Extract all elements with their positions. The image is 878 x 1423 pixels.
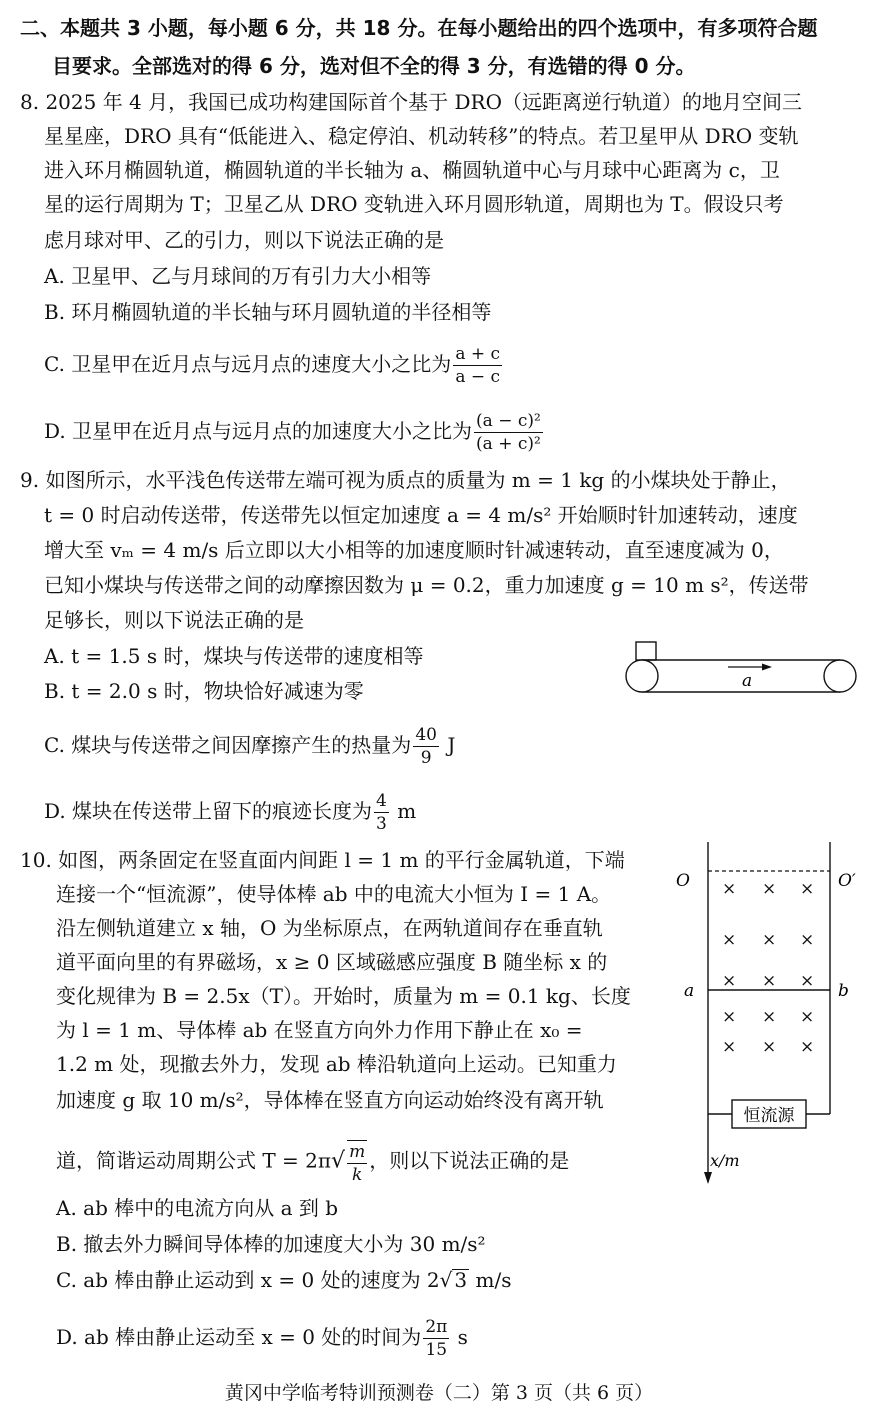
q10-option-a: A. ab 棒中的电流方向从 a 到 b bbox=[56, 1196, 339, 1220]
svg-text:×: × bbox=[762, 1037, 777, 1057]
coal-block bbox=[636, 642, 656, 660]
right-pulley bbox=[824, 660, 856, 692]
acceleration-label: a bbox=[742, 671, 753, 691]
section-header-line2: 目要求。全部选对的得 6 分，选对但不全的得 3 分，有选错的得 0 分。 bbox=[52, 54, 696, 78]
q8-line: 星星座，DRO 具有“低能进入、稳定停泊、机动转移”的特点。若卫星甲从 DRO 变轨 bbox=[44, 124, 799, 148]
svg-text:×: × bbox=[800, 1037, 815, 1057]
fraction: $\frac{\text{(a − c)²}}{\text{(a + c)²}}$ bbox=[476, 411, 541, 454]
q10-line: 道平面向里的有界磁场，x ≥ 0 区域磁感应强度 B 随坐标 x 的 bbox=[56, 950, 608, 974]
q9-option-c-text: C. 煤块与传送带之间因摩擦产生的热量为 bbox=[44, 733, 412, 757]
fraction: $\frac{40}{9}$ bbox=[415, 725, 437, 768]
q9-line: 9. 如图所示，水平浅色传送带左端可视为质点的质量为 m = 1 kg 的小煤块处于静止， bbox=[20, 468, 791, 492]
origin-label: O bbox=[676, 871, 690, 891]
x-axis-arrow bbox=[704, 1172, 712, 1184]
q10-line: 1.2 m 处，现撤去外力，发现 ab 棒沿轨道向上运动。已知重力 bbox=[56, 1052, 617, 1076]
q10-option-d-text: D. ab 棒由静止运动至 x = 0 处的时间为 bbox=[56, 1325, 422, 1349]
origin-prime-label: O′ bbox=[838, 871, 856, 891]
q9-option-d: D. 煤块在传送带上留下的痕迹长度为 $\frac{4}{3}$ m bbox=[44, 791, 417, 834]
svg-text:×: × bbox=[762, 930, 777, 950]
svg-text:×: × bbox=[722, 930, 737, 950]
q9-line: t = 0 时启动传送带，传送带先以恒定加速度 a = 4 m/s² 开始顺时针加速转动，速度 bbox=[44, 503, 798, 527]
section-header-line1: 二、本题共 3 小题，每小题 6 分，共 18 分。在每小题给出的四个选项中，有多项符合题 bbox=[20, 16, 818, 40]
q10-line: 10. 如图，两条固定在竖直面内间距 l = 1 m 的平行金属轨道，下端 bbox=[20, 848, 625, 872]
svg-text:×: × bbox=[762, 1007, 777, 1027]
q10-line-9: 道，简谐运动周期公式 T = 2π√ $\frac{m}{k}$ ，则以下说法正确的是 bbox=[56, 1142, 570, 1185]
left-pulley bbox=[626, 660, 658, 692]
q10-option-c: C. ab 棒由静止运动到 x = 0 处的速度为 2√ 3 m/s bbox=[56, 1268, 512, 1292]
q8-line: 进入环月椭圆轨道，椭圆轨道的半长轴为 a、椭圆轨道中心与月球中心距离为 c，卫 bbox=[44, 158, 780, 182]
q10-line: 变化规律为 B = 2.5x（T）。开始时，质量为 m = 0.1 kg、长度 bbox=[56, 984, 631, 1008]
q8-option-a: A. 卫星甲、乙与月球间的万有引力大小相等 bbox=[44, 264, 432, 288]
q10-line: 连接一个“恒流源”，使导体棒 ab 中的电流大小恒为 I = 1 A。 bbox=[56, 882, 612, 906]
q10-line: 为 l = 1 m、导体棒 ab 在竖直方向外力作用下静止在 x₀ = bbox=[56, 1018, 583, 1042]
q8-line: 虑月球对甲、乙的引力，则以下说法正确的是 bbox=[44, 228, 444, 252]
sqrt-fraction: $\frac{m}{k}$ bbox=[349, 1142, 366, 1185]
magnetic-field-crosses bbox=[722, 879, 814, 1057]
fraction: $\frac{4}{3}$ bbox=[376, 791, 387, 834]
q9-option-c: C. 煤块与传送带之间因摩擦产生的热量为 $\frac{40}{9}$ J bbox=[44, 725, 456, 768]
q8-option-d bbox=[44, 412, 545, 453]
q8-option-c-text: C. 卫星甲在近月点与远月点的速度大小之比为 bbox=[44, 352, 452, 376]
q8-option-c bbox=[44, 345, 504, 386]
rail-circuit-figure bbox=[670, 842, 870, 1192]
q9-option-d-text: D. 煤块在传送带上留下的痕迹长度为 bbox=[44, 799, 373, 823]
current-source-label: 恒流源 bbox=[743, 1106, 795, 1126]
svg-text:×: × bbox=[722, 879, 737, 899]
svg-text:×: × bbox=[722, 971, 737, 991]
conveyor-belt-figure bbox=[620, 640, 865, 710]
svg-text:×: × bbox=[722, 1007, 737, 1027]
q10-option-b: B. 撤去外力瞬间导体棒的加速度大小为 30 m/s² bbox=[56, 1232, 486, 1256]
page-footer: 黄冈中学临考特训预测卷（二）第 3 页（共 6 页） bbox=[224, 1382, 654, 1404]
q9-option-a: A. t = 1.5 s 时，煤块与传送带的速度相等 bbox=[44, 644, 424, 668]
svg-text:×: × bbox=[722, 1037, 737, 1057]
q8-line: 8. 2025 年 4 月，我国已成功构建国际首个基于 DRO（远距离逆行轨道）的地月空间三 bbox=[20, 90, 802, 114]
svg-text:×: × bbox=[800, 930, 815, 950]
svg-text:×: × bbox=[762, 879, 777, 899]
q9-line: 增大至 vₘ = 4 m/s 后立即以大小相等的加速度顺时针减速转动，直至速度减为 0， bbox=[44, 538, 784, 562]
fraction: $\frac{a + c}{a - c}$ bbox=[455, 344, 501, 387]
q10-option-d: D. ab 棒由静止运动至 x = 0 处的时间为 $\frac{2\pi}{15}$ s bbox=[56, 1317, 468, 1360]
x-axis-label: x/m bbox=[710, 1151, 740, 1170]
q10-line: 加速度 g 取 10 m/s²，导体棒在竖直方向运动始终没有离开轨 bbox=[56, 1088, 604, 1112]
arrow-head bbox=[762, 664, 772, 671]
rod-end-b-label: b bbox=[838, 981, 849, 1001]
svg-text:×: × bbox=[762, 971, 777, 991]
svg-text:×: × bbox=[800, 879, 815, 899]
q9-line: 已知小煤块与传送带之间的动摩擦因数为 μ = 0.2，重力加速度 g = 10 m s²，传送带 bbox=[44, 573, 809, 597]
fraction: $\frac{2\pi}{15}$ bbox=[425, 1317, 448, 1360]
rod-end-a-label: a bbox=[684, 981, 695, 1001]
q9-option-b: B. t = 2.0 s 时，物块恰好减速为零 bbox=[44, 679, 364, 703]
svg-text:×: × bbox=[800, 971, 815, 991]
svg-text:×: × bbox=[800, 1007, 815, 1027]
q8-option-d-text: D. 卫星甲在近月点与远月点的加速度大小之比为 bbox=[44, 419, 473, 443]
q8-option-b: B. 环月椭圆轨道的半长轴与环月圆轨道的半径相等 bbox=[44, 300, 492, 324]
q8-line: 星的运行周期为 T；卫星乙从 DRO 变轨进入环月圆形轨道，周期也为 T。假设只考 bbox=[44, 192, 784, 216]
q9-line: 足够长，则以下说法正确的是 bbox=[44, 608, 304, 632]
q10-line: 沿左侧轨道建立 x 轴，O 为坐标原点，在两轨道间存在垂直轨 bbox=[56, 916, 603, 940]
